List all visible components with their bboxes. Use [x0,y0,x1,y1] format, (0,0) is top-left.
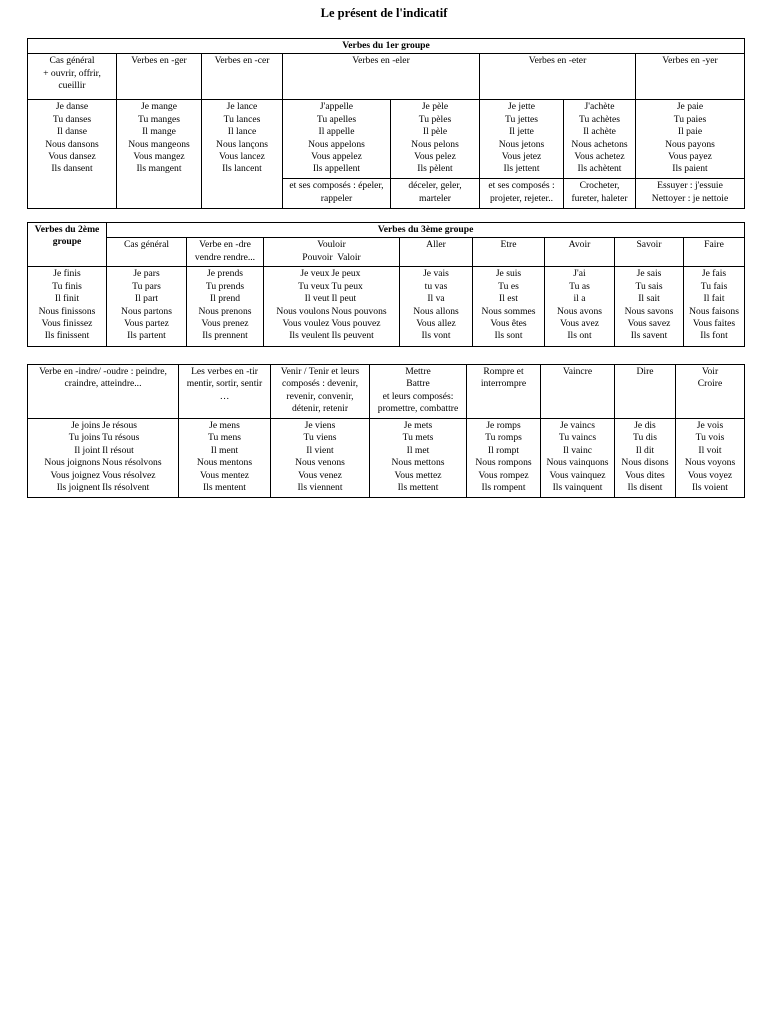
conjugation-line: Vous rompez [478,469,529,481]
conjugation-line: Tu finis [52,280,82,292]
conjugation-line: Il veut [304,293,330,305]
conjugation-line: Nous allons [413,305,459,317]
conj-danser [28,100,117,209]
conj-dire [615,419,676,498]
col-header-voir: Voir Croire [676,365,745,419]
conjugation-line: Ils partent [127,330,166,342]
conjugation-line: Vous mettez [394,469,442,481]
conjugation-line: Il vainc [562,444,593,456]
conjugation-line: Ils voient [692,482,728,494]
col-header-3-general: Cas général [107,238,187,267]
conjugation-line: Vous pouvez [331,318,381,330]
conjugation-line: Je vais [423,268,449,280]
conjugation-line: Je romps [486,420,521,431]
conjugation-line: Nous voulons [276,305,330,317]
conjugation-line: Il résout [102,444,134,456]
conjugation-line: Nous payons [665,138,715,150]
conjugation-line: Vous joignez [50,469,101,481]
col-header-vouloir: Vouloir Pouvoir Valoir [264,238,400,267]
conjugation-line: Vous mangez [133,151,185,163]
col-header-eter: Verbes en -eter [480,54,636,100]
conjugation-line: Tu paies [673,113,707,125]
conjugation-line: Nous partons [121,305,172,317]
conjugation-line: Je danse [55,101,89,113]
conjugation-line: Il est [499,293,518,305]
conjugation-line: Vous résolvez [102,469,156,481]
conjugation-line: Je sais [636,268,662,280]
col-header-faire: Faire [684,238,745,267]
conjugation-line: Je fais [701,268,727,280]
conjugation-line: Vous appelez [311,151,362,163]
conj-venir [271,419,370,498]
conjugation-line: Il paie [677,126,703,138]
conjugation-line: Il dit [635,444,655,456]
conjugation-line: Il prend [209,293,241,305]
conjugation-line: Il vient [306,444,334,456]
conj-pouvoir [331,268,386,342]
conjugation-line: Ils mettent [397,482,439,494]
conjugation-line: J'achète [584,101,615,113]
conjugation-line: Ils mangent [136,163,182,175]
conjugation-line: Nous mentons [196,457,253,469]
conj-joindre [44,420,100,494]
conjugation-line: Ils vainquent [552,482,603,494]
conjugation-line: Je finis [53,268,81,280]
conjugation-line: Il voit [698,444,722,456]
conjugation-line: Nous jetons [498,138,545,150]
conj-payer [636,100,745,179]
conjugation-line: Il fait [703,293,725,305]
conjugation-line: Je vaincs [560,420,595,431]
conjugation-line: Je mens [209,420,240,431]
conjugation-line: Vous prenez [201,318,249,330]
conjugation-line: Vous partez [124,318,169,330]
col-header-yer: Verbes en -yer [636,54,745,100]
conjugation-line: Ils sont [494,330,523,342]
conjugation-line: Vous vainquez [549,469,606,481]
conjugation-line: Nous joignons [44,457,101,469]
conj-rompre [467,419,541,498]
conj-appeler [283,100,391,179]
conjugation-line: Il rompt [487,444,520,456]
col-header-vaincre: Vaincre [541,365,615,419]
note-eler-others: déceler, geler, marteler [391,179,480,209]
conjugation-line: Nous pelons [411,138,459,150]
col-header-mettre: Mettre Battre et leurs composés: promettre, combattre [370,365,467,419]
conjugation-line: J'ai [573,268,586,280]
conjugation-line: Vous payez [668,151,712,163]
conjugation-line: Ils finissent [44,330,90,342]
conjugation-line: Tu résous [102,432,140,444]
conj-avoir [545,267,615,347]
col-header-venir: Venir / Tenir et leurs composés : devenir, revenir, convenir, détenir, retenir [271,365,370,419]
conjugation-line: Nous vainquons [546,457,609,469]
conjugation-line: Il peut [331,293,357,305]
conjugation-line: Ils viennent [297,482,343,494]
conj-resoudre [102,420,161,494]
col-header-dire: Dire [615,365,676,419]
conjugation-line: Je joins [71,420,101,431]
conjugation-line: Tu pars [132,280,161,292]
conjugation-line: Tu sais [635,280,663,292]
conj-mettre [370,419,467,498]
group1-table [27,38,745,209]
conjugation-line: Ils joignent [56,482,101,494]
conjugation-line: Tu vaincs [558,432,597,444]
conj-voir [676,419,745,498]
conjugation-line: Nous finissons [38,305,96,317]
conjugation-line: Ils font [700,330,728,342]
conj-mentir [179,419,271,498]
conjugation-line: Nous faisons [689,305,739,317]
conj-vaincre [541,419,615,498]
conjugation-line: Tu mens [208,432,241,444]
conjugation-line: Je veux [300,268,330,280]
conjugation-line: Vous voyez [687,469,733,481]
col-header-tir: Les verbes en -tir mentir, sortir, sentir … [179,365,271,419]
conjugation-line: Nous appelons [308,138,365,150]
conjugation-line: Nous pouvons [331,305,387,317]
conjugation-line: Tu apelles [316,113,357,125]
conjugation-line: Nous mettons [391,457,445,469]
conjugation-line: Il appelle [318,126,355,138]
conjugation-line: Vous dites [625,469,665,481]
note-yer: Essuyer : j'essuie Nettoyer : je nettoie [636,179,745,209]
conjugation-line: Nous lançons [216,138,268,150]
conjugation-line: Tu danses [52,113,92,125]
conjugation-line: Tu lances [223,113,261,125]
group3-continued-table [27,364,745,498]
conjugation-line: Je peux [331,268,361,280]
page-title: Le présent de l'indicatif [320,6,448,20]
conjugation-line: Nous achetons [571,138,628,150]
conjugation-line: Nous sommes [481,305,536,317]
conj-savoir [615,267,684,347]
conjugation-line: Je pèle [421,101,449,113]
group3-header: Verbes du 3ème groupe [107,223,745,238]
conjugation-line: Vous êtes [490,318,527,330]
conjugation-line: Ils mentent [203,482,246,494]
conjugation-line: Il ment [210,444,239,456]
conjugation-line: Ils lancent [222,163,262,175]
conjugation-line: Ils rompent [481,482,526,494]
col-header-avoir: Avoir [545,238,615,267]
conj-joindre-resoudre [28,419,179,498]
group2-3-table [27,222,745,347]
conj-peler [391,100,480,179]
conjugation-line: Vous achetez [574,151,625,163]
conjugation-line: Ils achètent [577,163,622,175]
conjugation-line: Tu romps [485,432,522,444]
conj-aller [400,267,473,347]
group1-header: Verbes du 1er groupe [28,39,745,54]
note-eter-others: Crocheter, fureter, haleter [564,179,636,209]
conjugation-line: Ils prennent [202,330,248,342]
conjugation-line: tu vas [424,280,448,292]
conjugation-line: J'appelle [319,101,354,113]
conjugation-line: Tu joins [68,432,101,444]
conjugation-line: Tu achètes [579,113,620,125]
conjugation-line: il a [573,293,586,305]
conjugation-line: Ils savent [630,330,668,342]
conj-etre [473,267,545,347]
note-eler-composes: et ses composés : épeler, rappeler [283,179,391,209]
conjugation-line: Il lance [227,126,257,138]
conjugation-line: Tu pèles [418,113,452,125]
conjugation-line: Ils veulent [289,330,330,342]
conjugation-line: Je lance [226,101,258,113]
conjugation-line: Vous savez [627,318,671,330]
conjugation-line: Nous savons [624,305,674,317]
conjugation-line: Je pars [133,268,160,280]
conjugation-line: Tu manges [137,113,181,125]
col-header-eler: Verbes en -eler [283,54,480,100]
conjugation-line: Je prends [207,268,243,280]
conjugation-line: Tu dis [633,432,657,444]
conjugation-line: Ils dansent [51,163,93,175]
conjugation-line: Tu as [569,280,590,292]
conjugation-line: Ils jettent [503,163,540,175]
conjugation-line: Il part [134,293,159,305]
conjugation-line: Tu es [498,280,519,292]
col-header-etre: Etre [473,238,545,267]
col-header-indre: Verbe en -indre/ -oudre : peindre, craindre, atteindre... [28,365,179,419]
conjugation-line: Il pèle [422,126,448,138]
conjugation-line: Je vois [696,420,724,431]
conjugation-line: Ils ont [567,330,592,342]
conjugation-line: Vous avez [560,318,599,330]
conjugation-line: Je mange [141,101,177,113]
conjugation-line: Ils vont [421,330,451,342]
conjugation-line: Vous finissez [41,318,93,330]
conjugation-line: Ils résolvent [102,482,150,494]
conjugation-line: Ils disent [627,482,663,494]
conjugation-line: Tu vois [695,432,725,444]
conjugation-line: Il achète [583,126,616,138]
conj-finir [28,267,107,347]
conjugation-line: Vous mentez [199,469,250,481]
conj-prendre [187,267,264,347]
conjugation-line: Je paie [676,101,704,113]
conjugation-line: Je jette [508,101,535,113]
conj-partir [107,267,187,347]
col-header-aller: Aller [400,238,473,267]
conjugation-line: Je dis [634,420,656,431]
conj-lancer [202,100,283,209]
conjugation-line: Tu jettes [505,113,538,125]
conjugation-line: Vous faites [692,318,736,330]
conj-acheter [564,100,636,179]
col-header-rompre: Rompre et interrompre [467,365,541,419]
conjugation-line: Nous prenons [198,305,252,317]
conjugation-line: Nous résolvons [102,457,162,469]
conjugation-line: Vous jetez [501,151,542,163]
conjugation-line: Il sait [638,293,660,305]
conjugation-line: Vous dansez [48,151,96,163]
conjugation-line: Vous lancez [219,151,265,163]
col-header-savoir: Savoir [615,238,684,267]
conjugation-line: Nous disons [621,457,669,469]
conjugation-line: Nous avons [556,305,603,317]
conjugation-line: Il met [406,444,430,456]
conj-manger [117,100,202,209]
conjugation-line: Ils appellent [312,163,361,175]
conj-vouloir [276,268,329,342]
note-eter-composes: et ses composés : projeter, rejeter.. [480,179,564,209]
conjugation-line: Il danse [56,126,88,138]
conjugation-line: Nous dansons [45,138,99,150]
group2-header: Verbes du 2ème groupe [28,223,107,267]
conjugation-line: Tu peux [331,280,363,292]
conjugation-line: Nous mangeons [128,138,190,150]
conjugation-line: Nous voyons [684,457,736,469]
conjugation-line: Il va [427,293,445,305]
col-header-ger: Verbes en -ger [117,54,202,100]
conjugation-line: Vous voulez [282,318,330,330]
conjugation-line: Vous allez [416,318,456,330]
conjugation-line: Tu prends [205,280,245,292]
col-header-dre: Verbe en -dre vendre rendre... [187,238,264,267]
conjugation-line: Ils peuvent [331,330,374,342]
col-header-general: Cas général + ouvrir, offrir, cueillir [28,54,117,100]
col-header-cer: Verbes en -cer [202,54,283,100]
conjugation-line: Il joint [74,444,101,456]
conj-jeter [480,100,564,179]
conjugation-line: Tu viens [303,432,337,444]
conjugation-line: Vous pelez [414,151,456,163]
conj-vouloir-pouvoir [264,267,400,347]
conjugation-line: Vous venez [298,469,342,481]
conjugation-line: Tu mets [402,432,434,444]
conjugation-line: Tu veux [298,280,330,292]
conjugation-line: Tu fais [700,280,728,292]
conjugation-line: Ils pèlent [417,163,453,175]
conjugation-line: Je résous [102,420,138,431]
conjugation-line: Il mange [142,126,176,138]
conjugation-line: Nous rompons [475,457,532,469]
conjugation-line: Je viens [304,420,336,431]
conjugation-line: Il jette [509,126,534,138]
conjugation-line: Il finit [54,293,80,305]
conjugation-line: Nous venons [295,457,345,469]
conjugation-line: Je mets [403,420,433,431]
conjugation-line: Je suis [495,268,522,280]
conjugation-line: Ils paient [672,163,708,175]
conj-faire [684,267,745,347]
